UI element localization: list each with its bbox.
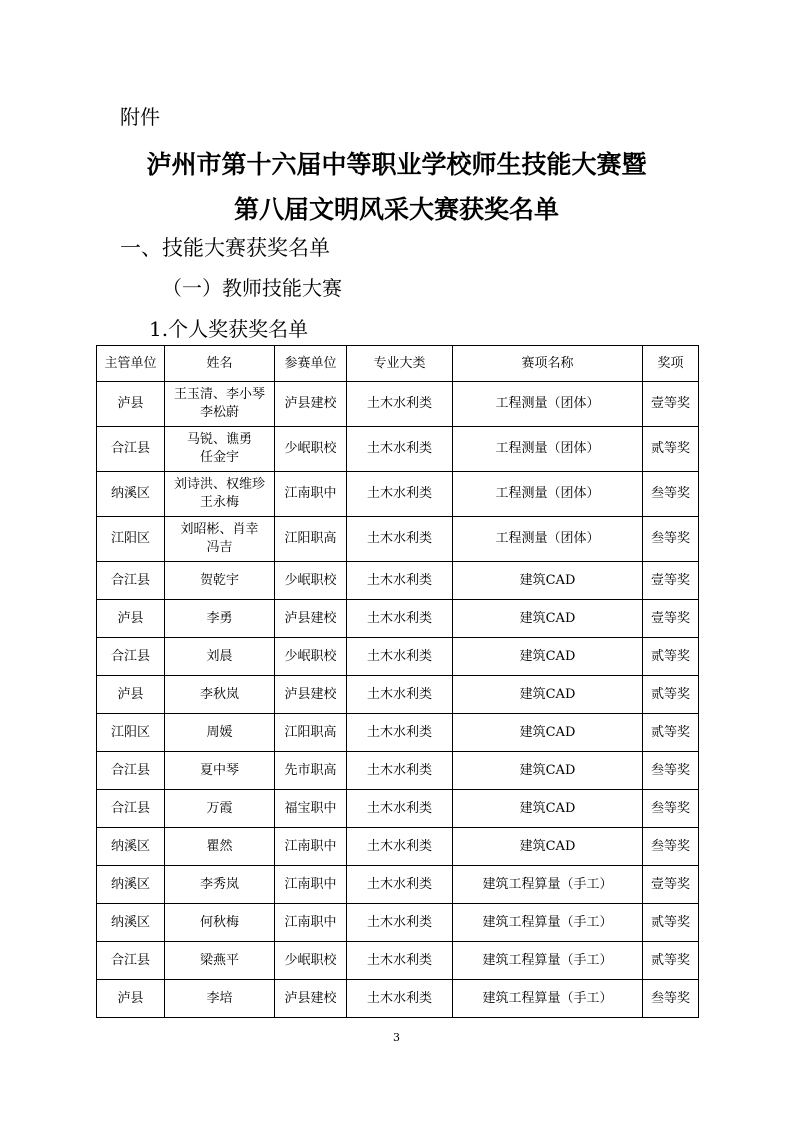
cell-award: 壹等奖 [643, 866, 699, 904]
header-school: 参赛单位 [275, 346, 347, 382]
cell-category: 土木水利类 [347, 752, 453, 790]
table-row [97, 866, 699, 904]
cell-award: 贰等奖 [643, 714, 699, 752]
cell-unit: 合江县 [97, 790, 165, 828]
table-header-row [97, 346, 699, 382]
cell-category: 土木水利类 [347, 562, 453, 600]
cell-event: 建筑CAD [453, 752, 643, 790]
cell-event: 建筑CAD [453, 562, 643, 600]
table-row [97, 942, 699, 980]
cell-event: 建筑CAD [453, 714, 643, 752]
cell-category: 土木水利类 [347, 427, 453, 472]
cell-name: 刘昭彬、肖幸 冯吉 [165, 517, 275, 562]
cell-school: 福宝职中 [275, 790, 347, 828]
cell-school: 江南职中 [275, 904, 347, 942]
cell-unit: 泸县 [97, 600, 165, 638]
cell-category: 土木水利类 [347, 600, 453, 638]
cell-award: 贰等奖 [643, 638, 699, 676]
cell-name: 瞿然 [165, 828, 275, 866]
cell-name: 贺乾宇 [165, 562, 275, 600]
header-name: 姓名 [165, 346, 275, 382]
cell-name: 刘晨 [165, 638, 275, 676]
page-number: 3 [393, 1031, 400, 1044]
cell-event: 建筑工程算量（手工） [453, 942, 643, 980]
cell-award: 叁等奖 [643, 517, 699, 562]
cell-name: 何秋梅 [165, 904, 275, 942]
cell-unit: 合江县 [97, 942, 165, 980]
cell-unit: 纳溪区 [97, 828, 165, 866]
cell-category: 土木水利类 [347, 472, 453, 517]
document-title-line-2: 第八届文明风采大赛获奖名单 [233, 195, 559, 224]
table-row [97, 676, 699, 714]
cell-award: 贰等奖 [643, 427, 699, 472]
cell-unit: 泸县 [97, 676, 165, 714]
header-category: 专业大类 [347, 346, 453, 382]
cell-event: 建筑CAD [453, 828, 643, 866]
cell-event: 工程测量（团体） [453, 382, 643, 427]
cell-award: 叁等奖 [643, 790, 699, 828]
cell-unit: 合江县 [97, 427, 165, 472]
cell-school: 少岷职校 [275, 562, 347, 600]
cell-name: 周媛 [165, 714, 275, 752]
cell-event: 建筑CAD [453, 790, 643, 828]
cell-name: 万霞 [165, 790, 275, 828]
cell-award: 壹等奖 [643, 562, 699, 600]
cell-event: 工程测量（团体） [453, 517, 643, 562]
table-row [97, 472, 699, 517]
cell-unit: 纳溪区 [97, 904, 165, 942]
table-row [97, 600, 699, 638]
cell-school: 泸县建校 [275, 382, 347, 427]
cell-award: 壹等奖 [643, 600, 699, 638]
table-row [97, 562, 699, 600]
table-row [97, 517, 699, 562]
document-title-line-1: 泸州市第十六届中等职业学校师生技能大赛暨 [146, 150, 647, 179]
table-row [97, 382, 699, 427]
cell-school: 江南职中 [275, 828, 347, 866]
cell-name: 马锐、谯勇 任金宇 [165, 427, 275, 472]
cell-name: 梁燕平 [165, 942, 275, 980]
cell-school: 泸县建校 [275, 600, 347, 638]
header-award: 奖项 [643, 346, 699, 382]
cell-award: 贰等奖 [643, 942, 699, 980]
cell-event: 工程测量（团体） [453, 427, 643, 472]
table-row [97, 980, 699, 1018]
cell-school: 泸县建校 [275, 980, 347, 1018]
cell-category: 土木水利类 [347, 790, 453, 828]
cell-school: 江南职中 [275, 472, 347, 517]
table-row [97, 427, 699, 472]
cell-name: 李培 [165, 980, 275, 1018]
header-unit: 主管单位 [97, 346, 165, 382]
header-event: 赛项名称 [453, 346, 643, 382]
section-heading-skills: 一、技能大赛获奖名单 [120, 236, 330, 260]
cell-award: 贰等奖 [643, 676, 699, 714]
cell-event: 工程测量（团体） [453, 472, 643, 517]
cell-school: 少岷职校 [275, 942, 347, 980]
table-row [97, 752, 699, 790]
cell-category: 土木水利类 [347, 714, 453, 752]
cell-category: 土木水利类 [347, 904, 453, 942]
cell-unit: 江阳区 [97, 517, 165, 562]
cell-category: 土木水利类 [347, 828, 453, 866]
cell-event: 建筑工程算量（手工） [453, 904, 643, 942]
cell-category: 土木水利类 [347, 638, 453, 676]
cell-school: 泸县建校 [275, 676, 347, 714]
cell-name: 刘诗洪、权维珍 王永梅 [165, 472, 275, 517]
cell-award: 叁等奖 [643, 472, 699, 517]
cell-event: 建筑工程算量（手工） [453, 866, 643, 904]
cell-award: 叁等奖 [643, 752, 699, 790]
cell-school: 少岷职校 [275, 638, 347, 676]
cell-unit: 江阳区 [97, 714, 165, 752]
section-heading-individual: 1.个人奖获奖名单 [149, 317, 309, 341]
cell-unit: 合江县 [97, 638, 165, 676]
table-row [97, 714, 699, 752]
cell-school: 江南职中 [275, 866, 347, 904]
cell-unit: 合江县 [97, 562, 165, 600]
cell-unit: 纳溪区 [97, 472, 165, 517]
cell-name: 李秀岚 [165, 866, 275, 904]
table-row [97, 638, 699, 676]
cell-school: 江阳职高 [275, 517, 347, 562]
cell-category: 土木水利类 [347, 866, 453, 904]
cell-school: 先市职高 [275, 752, 347, 790]
cell-category: 土木水利类 [347, 942, 453, 980]
cell-award: 壹等奖 [643, 382, 699, 427]
cell-unit: 泸县 [97, 980, 165, 1018]
cell-category: 土木水利类 [347, 676, 453, 714]
table-row [97, 828, 699, 866]
attachment-label: 附件 [120, 105, 160, 129]
cell-category: 土木水利类 [347, 980, 453, 1018]
cell-event: 建筑CAD [453, 638, 643, 676]
table-row [97, 904, 699, 942]
cell-school: 少岷职校 [275, 427, 347, 472]
cell-unit: 泸县 [97, 382, 165, 427]
cell-name: 李秋岚 [165, 676, 275, 714]
cell-category: 土木水利类 [347, 517, 453, 562]
cell-event: 建筑CAD [453, 676, 643, 714]
cell-school: 江阳职高 [275, 714, 347, 752]
cell-award: 叁等奖 [643, 828, 699, 866]
table-row [97, 790, 699, 828]
cell-event: 建筑工程算量（手工） [453, 980, 643, 1018]
section-heading-teacher: （一）教师技能大赛 [162, 276, 342, 300]
cell-award: 贰等奖 [643, 904, 699, 942]
cell-unit: 合江县 [97, 752, 165, 790]
cell-name: 李勇 [165, 600, 275, 638]
cell-category: 土木水利类 [347, 382, 453, 427]
cell-name: 王玉清、李小琴 李松蔚 [165, 382, 275, 427]
award-table [96, 345, 699, 1018]
cell-name: 夏中琴 [165, 752, 275, 790]
cell-event: 建筑CAD [453, 600, 643, 638]
cell-award: 叁等奖 [643, 980, 699, 1018]
cell-unit: 纳溪区 [97, 866, 165, 904]
